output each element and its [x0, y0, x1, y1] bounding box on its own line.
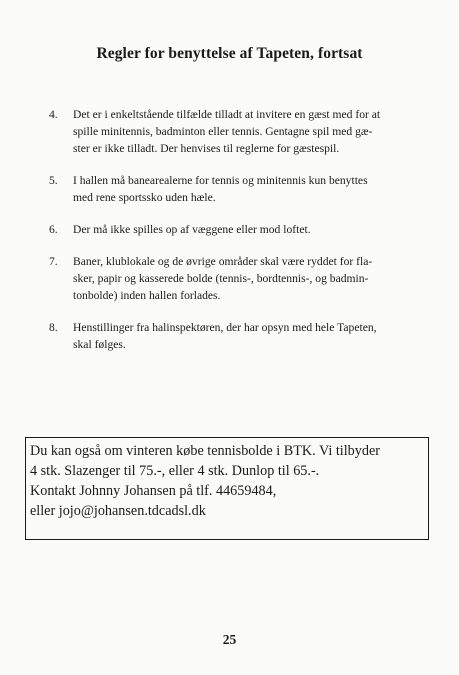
rule-item-6: [49, 221, 434, 238]
rule-line: sker, papir og kasserede bolde (tennis-, bordtennis-, og badmin-: [73, 272, 369, 285]
rule-line: I hallen må banearealerne for tennis og minitennis kun benyttes: [73, 174, 368, 187]
info-line-email: eller jojo@johansen.tdcadsl.dk: [30, 503, 206, 519]
rule-text: [73, 172, 434, 206]
rule-item-5: [49, 172, 434, 206]
rule-text: [73, 253, 434, 304]
rule-item-8: [49, 319, 434, 353]
rule-item-7: [49, 253, 434, 304]
tennis-ball-info-box: [25, 437, 429, 540]
rule-line: Der må ikke spilles op af væggene eller mod loftet.: [73, 223, 311, 236]
rule-line: Henstillinger fra halinspektøren, der har opsyn med hele Tapeten,: [73, 321, 377, 334]
rule-item-4: [49, 106, 434, 157]
rule-line: ster er ikke tilladt. Der henvises til reglerne for gæstespil.: [73, 142, 340, 155]
rule-line: skal følges.: [73, 338, 126, 351]
rule-line: Baner, klublokale og de øvrige områder skal være ryddet for fla-: [73, 255, 373, 268]
rule-line: Det er i enkeltstående tilfælde tilladt at invitere en gæst med for at: [73, 108, 381, 121]
rule-text: [73, 106, 434, 157]
rule-line: spille minitennis, badminton eller tennis. Gentagne spil med gæ-: [73, 125, 373, 138]
rule-number: 7.: [49, 255, 58, 268]
page-title: Regler for benyttelse af Tapeten, fortsat: [96, 45, 363, 62]
info-line: 4 stk. Slazenger til 75.-, eller 4 stk. Dunlop til 65.-.: [30, 463, 320, 479]
rule-line: tonbolde) inden hallen forlades.: [73, 289, 221, 302]
info-line: Du kan også om vinteren købe tennisbolde i BTK. Vi tilbyder: [30, 443, 380, 459]
rule-number: 6.: [49, 223, 58, 236]
rule-text: [73, 221, 434, 238]
page-number: 25: [222, 632, 237, 647]
rules-list: [49, 106, 434, 368]
rule-number: 5.: [49, 174, 58, 187]
info-line: Kontakt Johnny Johansen på tlf. 44659484,: [30, 483, 277, 499]
rule-line: med rene sportssko uden hæle.: [73, 191, 216, 204]
rule-number: 4.: [49, 108, 58, 121]
rule-text: [73, 319, 434, 353]
rule-number: 8.: [49, 321, 58, 334]
